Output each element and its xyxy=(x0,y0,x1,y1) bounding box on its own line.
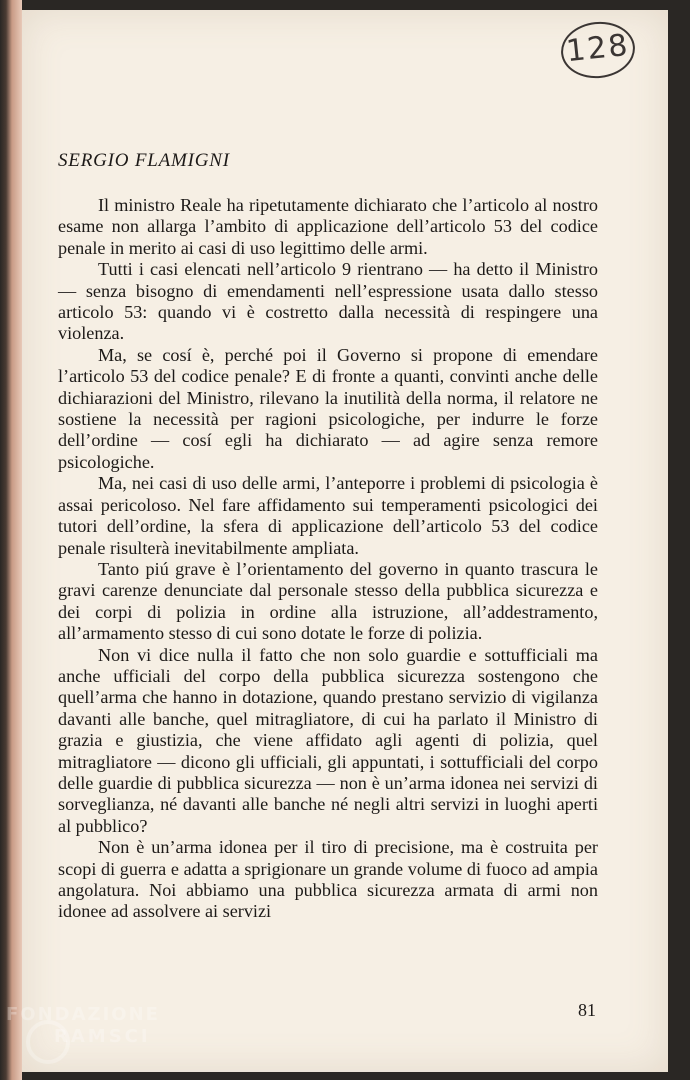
paragraph: Il ministro Reale ha ripetutamente dichiarato che l’articolo al nostro esame non allarga l’ambito di applicazione dell’articolo 53 del codice penale in merito ai casi di uso legittimo delle armi. xyxy=(58,195,598,258)
page-edge xyxy=(0,0,22,1080)
paragraph: Tanto piú grave è l’orientamento del governo in quanto trascura le gravi carenze denunciate dal personale stesso della pubblica sicurezza e dei corpi di polizia in ordine alla istruzione, all’addestramento, all’armamento stesso di cui sono dotate le forze di polizia. xyxy=(58,558,598,644)
article-body xyxy=(58,195,598,923)
watermark-line1: FONDAZIONE xyxy=(6,1004,160,1025)
paragraph: Non è un’arma idonea per il tiro di precisione, ma è costruita per scopi di guerra e adatta a sprigionare un grande volume di fuoco ad ampia angolatura. Noi abbiamo una pubblica sicurezza armata di armi non idonee ad assolvere ai servizi xyxy=(58,837,598,922)
paragraph: Non vi dice nulla il fatto che non solo guardie e sottufficiali ma anche ufficiali del corpo della pubblica sicurezza sostengono che quell’arma che hanno in dotazione, quando prestano servizio di vigilanza davanti alle banche, quel mitragliatore, di cui ha parlato il Ministro di grazia e giustizia, che viene affidato agli agenti di polizia, quel mitragliatore — dicono gli ufficiali, gli appuntati, i sottufficiali del corpo delle guardie di pubblica sicurezza — non è un’arma idonea nei servizi di sorveglianza, né davanti alle banche né negli altri servizi in luoghi aperti al pubblico? xyxy=(58,644,598,836)
paragraph: Ma, nei casi di uso delle armi, l’anteporre i problemi di psicologia è assai pericoloso. Nel fare affidamento sui temperamenti psicologici dei tutori dell’ordine, la sfera di applicazione dell’articolo 53 del codice penale risulterà inevitabilmente ampliata. xyxy=(58,473,598,558)
handwritten-page-stamp: 128 xyxy=(558,18,637,81)
page-number: 81 xyxy=(578,1000,596,1020)
paragraph: Tutti i casi elencati nell’articolo 9 rientrano — ha detto il Ministro — senza bisogno di emendamenti nell’espressione usata dallo stesso articolo 53: quando vi è costretto dalla necessità di respingere una violenza. xyxy=(58,259,598,344)
paragraph: Ma, se cosí è, perché poi il Governo si propone di emendare l’articolo 53 del codice penale? E di fronte a quanti, convinti anche delle dichiarazioni del Ministro, rilevano la inutilità della norma, il relatore ne sostiene la necessità per ragioni psicologiche, per indurre le forze dell’ordine — cosí egli ha dichiarato — ad agire senza remore psicologiche. xyxy=(58,344,598,472)
author-heading: SERGIO FLAMIGNI xyxy=(58,150,230,171)
foundation-watermark xyxy=(0,1000,200,1080)
watermark-line2: RAMSCI xyxy=(54,1026,151,1047)
